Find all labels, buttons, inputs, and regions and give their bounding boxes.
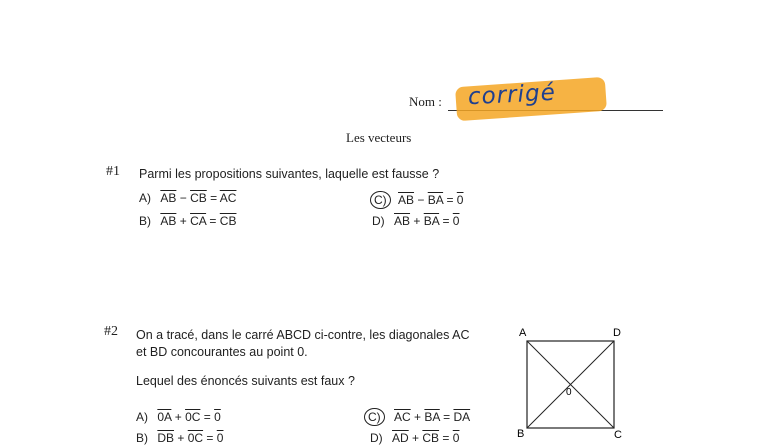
center-o: 0 xyxy=(566,387,572,398)
vector: $\overline{BA}$ xyxy=(424,410,440,424)
equals: = xyxy=(443,410,451,424)
q1-option-d xyxy=(372,214,459,228)
vector: $\overline{CB}$ xyxy=(422,431,440,445)
vector: $\overline{DA}$ xyxy=(453,410,471,424)
operator: − xyxy=(179,191,187,205)
vector: $\overline{CB}$ xyxy=(219,214,237,228)
square-figure xyxy=(510,322,630,441)
vector: $\overline{AB}$ xyxy=(394,214,411,228)
q2-prompt-line1: On a tracé, dans le carré ABCD ci-contre, les diagonales AC xyxy=(136,328,470,342)
operator: + xyxy=(179,214,187,228)
operator: + xyxy=(177,431,185,445)
option-letter: B) xyxy=(136,431,148,445)
q2-question: Lequel des énoncés suivants est faux ? xyxy=(136,374,355,388)
vector: $\overline{AB}$ xyxy=(398,193,415,207)
vector: $\overline{AB}$ xyxy=(160,191,177,205)
vector: 0A xyxy=(157,410,172,424)
equals: = xyxy=(210,191,218,205)
vector: 0 xyxy=(452,214,460,228)
name-handwritten: corrigé xyxy=(467,79,557,111)
vector: 0C xyxy=(187,431,204,445)
q2-option-d xyxy=(370,431,459,445)
vertex-c: C xyxy=(614,429,622,441)
q1-option-c xyxy=(370,191,463,209)
vector: $\overline{AB}$ xyxy=(160,214,177,228)
q1-option-a xyxy=(139,191,236,205)
vertex-b: B xyxy=(517,428,525,440)
vector: $\overline{BA}$ xyxy=(423,214,440,228)
equals: = xyxy=(203,410,211,424)
q1-option-b xyxy=(139,214,236,228)
q2-prompt-line2: et BD concourantes au point 0. xyxy=(136,345,308,359)
option-letter: B) xyxy=(139,214,151,228)
vector: $\overline{AC}$ xyxy=(219,191,237,205)
option-letter: A) xyxy=(139,191,151,205)
option-letter: D) xyxy=(372,214,385,228)
vector: $\overline{DB}$ xyxy=(157,431,175,445)
operator: + xyxy=(413,214,421,228)
option-letter: C) xyxy=(370,191,391,209)
equals: = xyxy=(442,431,450,445)
q1-prompt: Parmi les propositions suivantes, laquelle est fausse ? xyxy=(139,167,440,181)
vertex-d: D xyxy=(613,327,621,339)
operator: − xyxy=(417,193,425,207)
equals: = xyxy=(209,214,217,228)
vector: 0 xyxy=(214,410,221,424)
q2-option-c xyxy=(364,408,470,426)
q1-number: #1 xyxy=(106,164,120,179)
equals: = xyxy=(206,431,214,445)
option-letter: A) xyxy=(136,410,148,424)
equals: = xyxy=(442,214,450,228)
vector: $\overline{CB}$ xyxy=(190,191,207,205)
option-letter: C) xyxy=(364,408,385,426)
vector: 0C xyxy=(185,410,201,424)
q2-option-b xyxy=(136,431,223,445)
page-title: Les vecteurs xyxy=(346,130,412,145)
vertex-a: A xyxy=(519,327,527,339)
operator: + xyxy=(174,410,182,424)
vector: $\overline{CA}$ xyxy=(190,214,207,228)
q2-option-a xyxy=(136,410,221,424)
operator: + xyxy=(414,410,422,424)
vector: $\overline{BA}$ xyxy=(427,193,444,207)
vector: 0 xyxy=(456,193,464,207)
q2-number: #2 xyxy=(104,324,118,339)
equals: = xyxy=(446,193,454,207)
nom-label: Nom : xyxy=(409,94,442,109)
operator: + xyxy=(412,431,420,445)
vector: $\overline{AD}$ xyxy=(392,431,409,445)
vector: 0 xyxy=(452,431,460,445)
option-letter: D) xyxy=(370,431,383,445)
vector: 0 xyxy=(216,431,224,445)
vector: $\overline{AC}$ xyxy=(394,410,411,424)
